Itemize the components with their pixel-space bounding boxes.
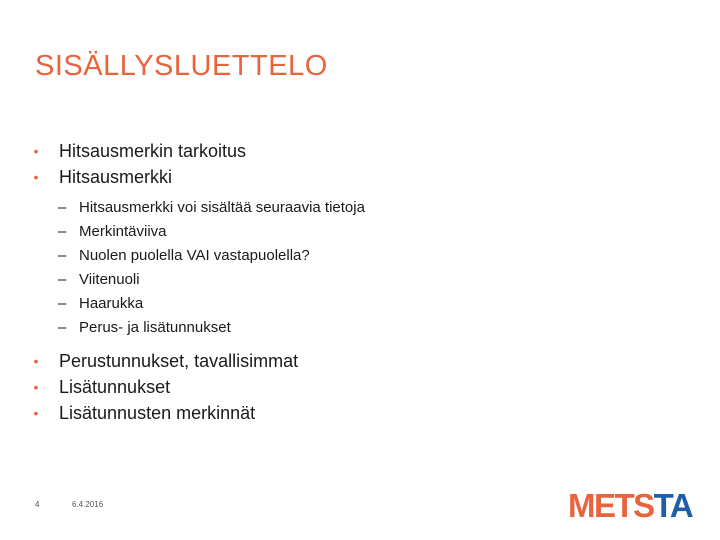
sub-bullet-item <box>30 196 670 220</box>
dash-icon: – <box>58 271 67 288</box>
sub-bullet-text: Perus- ja lisätunnukset <box>79 319 231 336</box>
footer-date: 6.4.2016 <box>72 500 104 509</box>
sub-bullet-item <box>30 292 670 316</box>
bullet-item <box>30 138 670 164</box>
bullet-item <box>30 164 670 190</box>
page-number: 4 <box>35 500 40 509</box>
bullet-icon: • <box>33 405 39 421</box>
bullet-icon: • <box>33 379 39 395</box>
dash-icon: – <box>58 223 67 240</box>
bullet-item <box>30 374 670 400</box>
sub-bullet-text: Hitsausmerkki voi sisältää seuraavia tietoja <box>79 199 365 216</box>
bullet-text: Hitsausmerkin tarkoitus <box>59 141 247 161</box>
bullet-item <box>30 348 670 374</box>
bullet-text: Hitsausmerkki <box>59 167 173 187</box>
sub-bullet-text: Viitenuoli <box>79 271 140 288</box>
sub-bullet-text: Nuolen puolella VAI vastapuolella? <box>79 247 310 264</box>
bullet-icon: • <box>33 143 39 159</box>
sub-bullet-item <box>30 220 670 244</box>
logo-text-orange: METS <box>568 487 654 521</box>
bullet-text: Lisätunnusten merkinnät <box>59 403 256 423</box>
bullet-icon: • <box>33 169 39 185</box>
dash-icon: – <box>58 295 67 312</box>
sub-bullet-item <box>30 268 670 292</box>
sub-bullet-item <box>30 316 670 340</box>
sub-bullet-list <box>30 196 670 340</box>
dash-icon: – <box>58 199 67 216</box>
metsta-logo <box>568 487 698 521</box>
bullet-item <box>30 400 670 426</box>
bullet-text: Perustunnukset, tavallisimmat <box>59 351 299 371</box>
logo-text-blue: TA <box>653 487 693 521</box>
sub-bullet-item <box>30 244 670 268</box>
bullet-list <box>30 138 670 426</box>
dash-icon: – <box>58 319 67 336</box>
dash-icon: – <box>58 247 67 264</box>
sub-bullet-text: Haarukka <box>79 295 144 312</box>
sub-bullet-text: Merkintäviiva <box>79 223 167 240</box>
svg-text:METSTA <box>568 487 693 521</box>
bullet-text: Lisätunnukset <box>59 377 171 397</box>
slide-title: SISÄLLYSLUETTELO <box>35 50 328 82</box>
bullet-icon: • <box>33 353 39 369</box>
